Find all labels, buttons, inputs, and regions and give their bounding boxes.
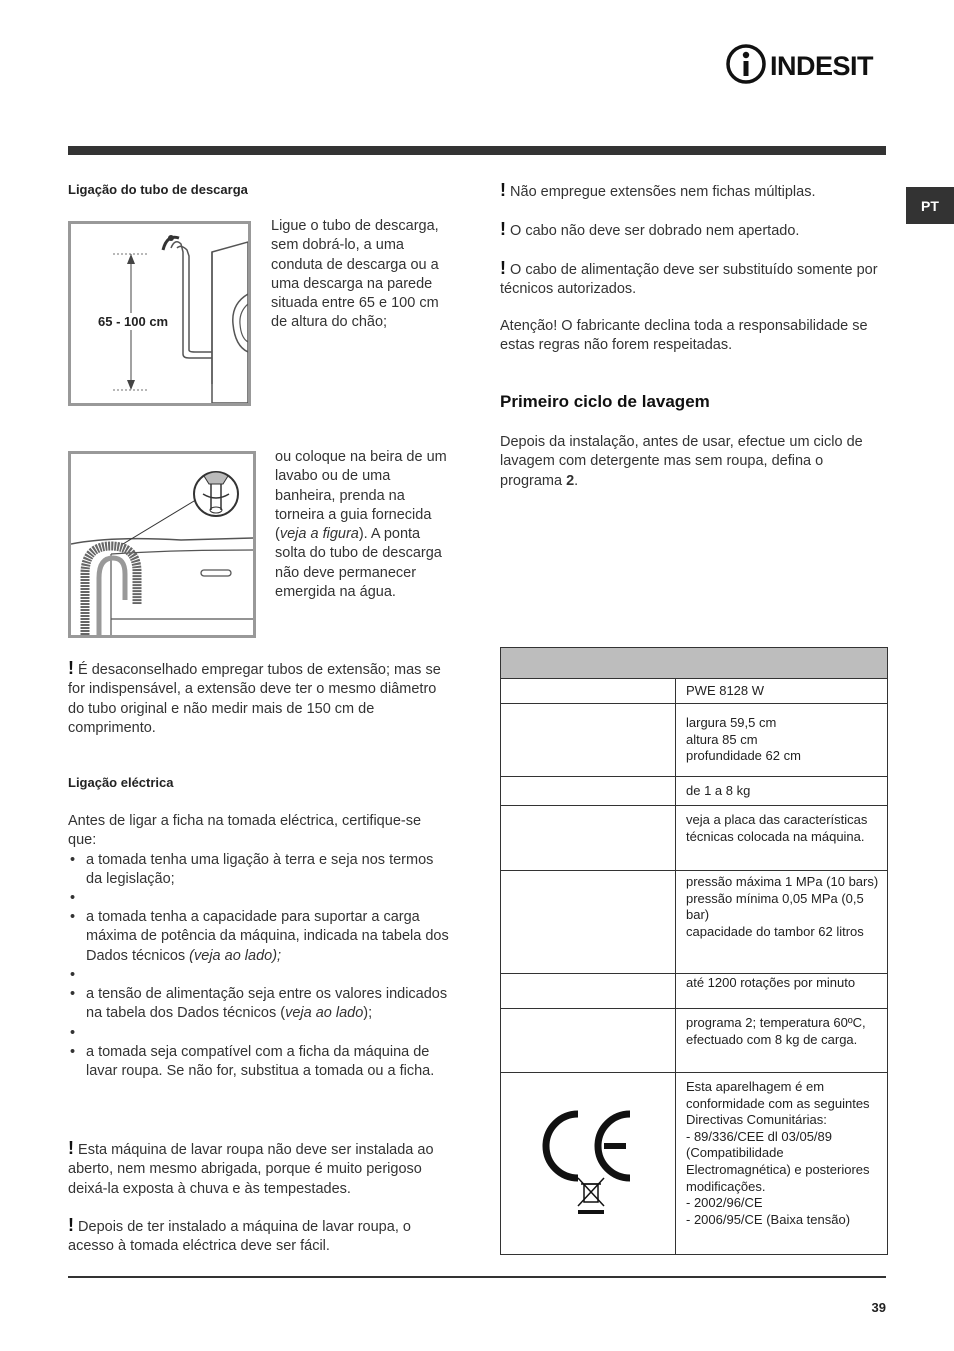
fig2-text-a: ou coloque na beira de um lavabo ou de uma banheira, prenda na torneira a guia fornecida ( xyxy=(275,449,447,543)
requirements-list xyxy=(68,851,452,1082)
drain-heading: Ligação do tubo de descarga xyxy=(68,182,248,197)
warning-icon: ! xyxy=(68,1215,74,1235)
capacity-cell: de 1 a 8 kg xyxy=(676,777,888,806)
water-cell xyxy=(676,871,888,974)
outdoor-warning-text: Esta máquina de lavar roupa não deve ser instalada ao aberto, nem mesmo abrigada, porque é muito perigoso deixá-la exposta à chuva e às tempestades. xyxy=(68,1142,434,1197)
warning-icon: ! xyxy=(68,658,74,678)
access-warning-text: Depois de ter instalado a máquina de lavar roupa, o acesso à tomada eléctrica deve ser fácil. xyxy=(68,1219,411,1255)
list-item: • a tomada tenha uma ligação à terra e seja nos termos da legislação; xyxy=(68,851,452,890)
list-item: • a tomada seja compatível com a ficha da máquina de lavar roupa. Se não for, substitua a tomada ou a ficha. xyxy=(68,1043,452,1082)
electric-intro: Antes de ligar a ficha na tomada eléctrica, certifique-se que: xyxy=(68,813,422,849)
fig2-text xyxy=(275,448,451,602)
extension-warning xyxy=(68,659,452,738)
directive-emc: - 89/336/CEE dl 03/05/89 (Compatibilidade Electromagnética) e posteriores modificações. xyxy=(686,1128,870,1194)
extension-warning-text: É desaconselhado empregar tubos de extensão; mas se for indispensável, a extensão deve ter o mesmo diâmetro do tubo original e não medir mais de 150 cm de comprimento. xyxy=(68,662,441,736)
table-cell xyxy=(501,974,676,1009)
page-number: 39 xyxy=(871,1300,886,1315)
dimension-height: altura 85 cm xyxy=(686,731,758,747)
model-cell: PWE 8128 W xyxy=(676,679,888,704)
table-row xyxy=(501,704,888,777)
outdoor-warning xyxy=(68,1139,452,1199)
disclaimer: Atenção! O fabricante declina toda a responsabilidade se estas regras não forem respeitadas. xyxy=(500,318,868,354)
spacer xyxy=(68,889,452,908)
bullet2-text: a tomada tenha a capacidade para suportar a carga máxima de potência da máquina, indicada na tabela dos Dados técnicos xyxy=(86,909,449,964)
language-tab: PT xyxy=(906,187,954,224)
warn1-text: Não empregue extensões nem fichas múltiplas. xyxy=(510,184,816,200)
fig2-text-italic: veja a figura xyxy=(279,526,359,543)
technical-data-table xyxy=(500,647,888,1255)
warning-icon: ! xyxy=(500,180,506,200)
first-cycle-text xyxy=(500,433,886,491)
water-min-pressure: pressão mínima 0,05 MPa (0,5 bar) xyxy=(686,890,864,923)
warning-icon: ! xyxy=(68,1138,74,1158)
table-cell xyxy=(501,871,676,974)
footer-line xyxy=(68,1276,886,1278)
warn3-text: O cabo de alimentação deve ser substituído somente por técnicos autorizados. xyxy=(500,262,878,298)
warn-cable-bend xyxy=(500,220,886,241)
warning-icon: ! xyxy=(500,258,506,278)
dimensions-cell xyxy=(676,704,888,777)
table-cell xyxy=(501,806,676,871)
table-cell xyxy=(501,704,676,777)
program-number: 2 xyxy=(566,472,575,489)
table-row xyxy=(501,777,888,806)
table-row xyxy=(501,974,888,1009)
figure-sink-drain xyxy=(68,451,256,638)
warn-extensions xyxy=(500,181,886,202)
access-warning xyxy=(68,1216,452,1257)
brand-logo xyxy=(724,42,889,86)
water-max-pressure: pressão máxima 1 MPa (10 bars) xyxy=(686,874,879,889)
electrical-cell: veja a placa das características técnicas colocada na máquina. xyxy=(676,806,888,871)
first-cycle-text-a: Depois da instalação, antes de usar, efectue um ciclo de lavagem com detergente mas sem roupa, defina o programa xyxy=(500,434,863,489)
conformity-text: Esta aparelhagem é em conformidade com as seguintes Directivas Comunitárias: xyxy=(686,1079,870,1128)
ce-mark-cell xyxy=(501,1073,676,1255)
electric-section xyxy=(68,812,452,1081)
spacer xyxy=(68,966,452,985)
table-cell xyxy=(501,679,676,704)
fig2-text-b: ). A ponta solta do tubo de descarga não deve permanecer emergida na água. xyxy=(275,526,442,601)
spin-cell: até 1200 rotações por minuto xyxy=(676,974,888,1009)
list-item xyxy=(68,908,452,966)
dimension-width: largura 59,5 cm xyxy=(686,715,777,730)
dimension-depth: profundidade 62 cm xyxy=(686,748,801,764)
table-cell xyxy=(501,777,676,806)
table-row xyxy=(501,679,888,704)
bullet2-italic: (veja ao lado); xyxy=(189,947,282,964)
first-cycle-text-end: . xyxy=(574,472,579,489)
brand-logo-text: INDESIT xyxy=(770,51,874,81)
table-row xyxy=(501,806,888,871)
directive-lvd: - 2006/95/CE (Baixa tensão) xyxy=(686,1211,851,1227)
table-header-row xyxy=(501,648,888,679)
drum-capacity: capacidade do tambor 62 litros xyxy=(686,923,864,939)
conformity-cell xyxy=(676,1073,888,1255)
directive-weee: - 2002/96/CE xyxy=(686,1195,763,1211)
height-label: 65 - 100 cm xyxy=(98,314,169,329)
warning-icon: ! xyxy=(500,219,506,239)
bullet3-italic: veja ao lado xyxy=(285,1005,364,1022)
table-row xyxy=(501,1009,888,1073)
table-cell xyxy=(501,1009,676,1073)
electric-heading: Ligação eléctrica xyxy=(68,775,174,790)
bullet3-text: a tensão de alimentação seja entre os valores indicados na tabela dos Dados técnicos ( xyxy=(86,986,448,1022)
test-program-cell: programa 2; temperatura 60ºC, efectuado com 8 kg de carga. xyxy=(676,1009,888,1073)
table-header-cell xyxy=(501,648,888,679)
ce-mark-icon xyxy=(538,1106,638,1216)
table-row xyxy=(501,871,888,974)
header-bar xyxy=(68,146,886,155)
warn-cable-replace xyxy=(500,259,886,300)
spacer xyxy=(68,1024,452,1043)
fig1-text: Ligue o tubo de descarga, sem dobrá-lo, a uma conduta de descarga ou a uma descarga na parede situada entre 65 e 100 cm de altura do chão; xyxy=(271,218,439,331)
bullet3-end: ); xyxy=(363,1005,373,1022)
warn2-text: O cabo não deve ser dobrado nem apertado. xyxy=(510,223,800,239)
first-cycle-heading: Primeiro ciclo de lavagem xyxy=(500,392,710,411)
table-row xyxy=(501,1073,888,1255)
list-item xyxy=(68,985,452,1024)
